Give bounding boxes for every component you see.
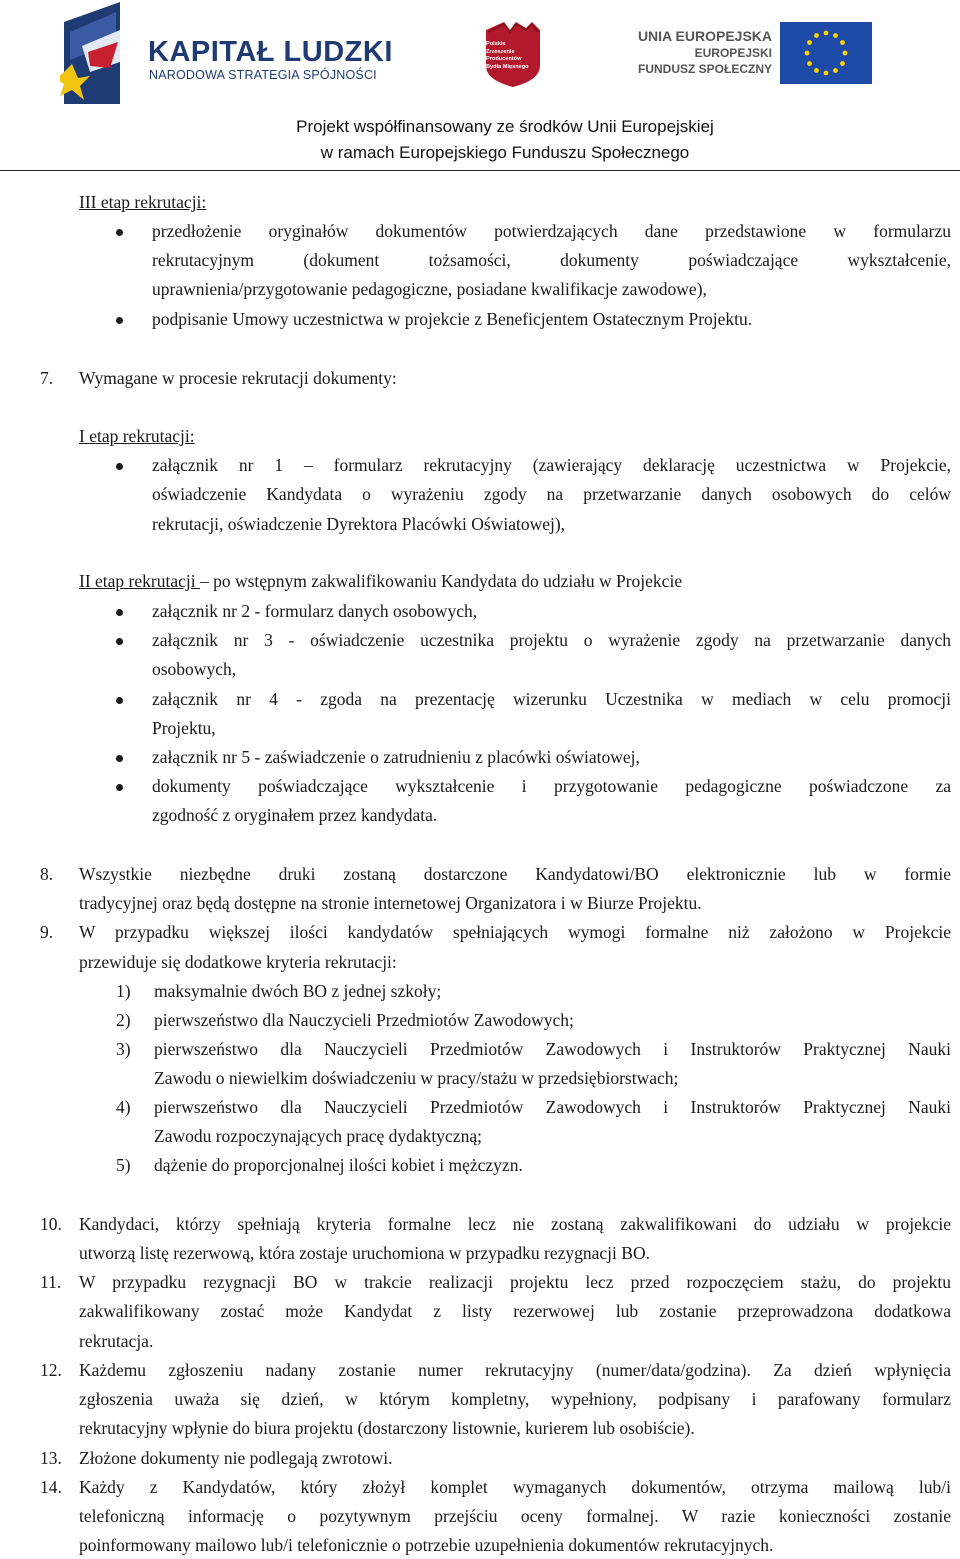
text-line: poinformowany mailowo lub/i telefonicznie o potrzebie uzupełnienia dokumentów rekrutacyjnych. <box>79 1535 774 1555</box>
text-line: załącznik nr 1 – formularz rekrutacyjny (zawierający deklarację uczestnictwa w Projekcie, <box>152 455 951 475</box>
text-line: Każdemu zgłoszeniu nadany zostanie numer rekrutacyjny (numer/data/godzina). Za dzień wpłynięcia <box>79 1360 951 1380</box>
text-line: pierwszeństwo dla Nauczycieli Przedmiotów Zawodowych; <box>154 1010 574 1030</box>
text-line: pierwszeństwo dla Nauczycieli Przedmiotów Zawodowych i Instruktorów Praktycznej Nauki <box>154 1097 951 1117</box>
bullet <box>116 317 123 324</box>
eu-flag-icon <box>780 22 872 84</box>
criteria-number: 1) <box>116 981 131 1001</box>
header-divider <box>0 170 960 171</box>
bullet <box>116 638 123 645</box>
bullet <box>116 697 123 704</box>
list-number: 10. <box>40 1214 62 1234</box>
eu-line: EUROPEJSKI <box>694 46 772 60</box>
text-line: zakwalifikowany zostać może Kandydat z listy rezerwowej lub zostanie przeprowadzona dodatkowa <box>79 1301 951 1321</box>
text-line: rekrutacja. <box>79 1331 154 1351</box>
criteria-number: 3) <box>116 1039 131 1059</box>
page-header <box>0 0 960 172</box>
bullet <box>116 609 123 616</box>
text-line: Zawodu rozpoczynających pracę dydaktyczną; <box>154 1126 482 1146</box>
text-line: Wymagane w procesie rekrutacji dokumenty: <box>79 368 397 388</box>
text-line: rekrutacyjny wpłynie do biura projektu (dostarczony listownie, kurierem lub osobiście). <box>79 1418 695 1438</box>
text-line: W przypadku większej ilości kandydatów spełniających wymogi formalne niż założono w Projekcie <box>79 922 951 942</box>
text-line: podpisanie Umowy uczestnictwa w projekcie z Beneficjentem Ostatecznym Projektu. <box>152 309 753 329</box>
text-line: oświadczenie Kandydata o wyrażeniu zgody na przetwarzanie danych osobowych do celów <box>152 484 951 504</box>
ppzbm-line: Polskie <box>486 41 506 47</box>
list-number: 12. <box>40 1360 62 1380</box>
list-number: 8. <box>40 864 54 884</box>
kapital-ludzki-logo <box>60 2 393 104</box>
list-number: 11. <box>40 1272 62 1292</box>
bullet <box>116 229 123 236</box>
ppzbm-line: Producentów <box>486 56 522 63</box>
text-line: Kandydaci, którzy spełniają kryteria formalne lecz nie zostaną zakwalifikowani do udziału w projekcie <box>79 1214 951 1234</box>
text-line: przewiduje się dodatkowe kryteria rekrutacji: <box>79 952 397 972</box>
text-line: utworzą listę rezerwową, która zostaje uruchomiona w przypadku rezygnacji BO. <box>79 1243 650 1263</box>
kapital-ludzki-subtitle: NARODOWA STRATEGIA SPÓJNOŚCI <box>149 68 377 82</box>
stage1-heading: I etap rekrutacji: <box>79 426 195 446</box>
text-line: rekrutacji, oświadczenie Dyrektora Placówki Oświatowej), <box>152 514 566 534</box>
text-line: tradycyjnej oraz będą dostępne na stronie internetowej Organizatora i w Biurze Projektu. <box>79 893 702 913</box>
text-line: Projektu, <box>152 718 216 738</box>
kapital-ludzki-title: KAPITAŁ LUDZKI <box>148 36 393 68</box>
stage2-heading: II etap rekrutacji <box>79 571 200 591</box>
text-line: W przypadku rezygnacji BO w trakcie realizacji projektu lecz przed rozpoczęciem stażu, do projektu <box>79 1272 951 1292</box>
text-line: pierwszeństwo dla Nauczycieli Przedmiotów Zawodowych i Instruktorów Praktycznej Nauki <box>154 1039 951 1059</box>
list-number: 7. <box>40 368 54 388</box>
list-number: 13. <box>40 1448 62 1468</box>
text-line: rekrutacyjnym (dokument tożsamości, dokumenty poświadczające wykształcenie, <box>152 250 951 270</box>
cofinance-line: w ramach Europejskiego Funduszu Społecznego <box>320 143 690 162</box>
text-line: Każdy z Kandydatów, który złożył komplet wymaganych dokumentów, otrzyma mailową lub/i <box>79 1477 951 1497</box>
text-line: dokumenty poświadczające wykształcenie i przygotowanie pedagogiczne poświadczone za <box>152 776 951 796</box>
text-line: telefoniczną informację o pozytywnym przejściu oceny formalnej. W razie konieczności zostanie <box>79 1506 951 1526</box>
list-number: 14. <box>40 1477 62 1497</box>
text-line: przedłożenie oryginałów dokumentów potwierdzających dane przedstawione w formularzu <box>152 221 951 241</box>
text-line: załącznik nr 2 - formularz danych osobowych, <box>152 601 478 621</box>
text-line: osobowych, <box>152 659 237 679</box>
kapital-ludzki-emblem-icon <box>60 2 124 104</box>
text-line: Wszystkie niezbędne druki zostaną dostarczone Kandydatowi/BO elektronicznie lub w formie <box>79 864 951 884</box>
ppzbm-logo <box>480 20 546 88</box>
bullet <box>116 784 123 791</box>
text-line: załącznik nr 3 - oświadczenie uczestnika projektu o wyrażenie zgody na przetwarzanie danych <box>152 630 951 650</box>
eu-line: FUNDUSZ SPOŁECZNY <box>637 62 772 76</box>
bullet <box>116 755 123 762</box>
text-line: uprawnienia/przygotowanie pedagogiczne, posiadane kwalifikacje zawodowe), <box>152 279 707 299</box>
stage3-heading: III etap rekrutacji: <box>79 192 207 212</box>
text-line: dążenie do proporcjonalnej ilości kobiet i mężczyzn. <box>154 1155 523 1175</box>
criteria-number: 4) <box>116 1097 131 1117</box>
text-line: Zawodu o niewielkim doświadczeniu w pracy/stażu w przedsiębiorstwach; <box>154 1068 679 1088</box>
cofinance-line: Projekt współfinansowany ze środków Unii Europejskiej <box>296 117 714 136</box>
text-line: załącznik nr 4 - zgoda na prezentację wizerunku Uczestnika w mediach w celu promocji <box>152 689 951 709</box>
ppzbm-line: Bydła Mięsnego <box>486 63 529 70</box>
criteria-number: 2) <box>116 1010 131 1030</box>
stage2-subheading: – po wstępnym zakwalifikowaniu Kandydata do udziału w Projekcie <box>199 571 683 591</box>
text-line: zgodność z oryginałem przez kandydata. <box>152 805 438 825</box>
text-line: Złożone dokumenty nie podlegają zwrotowi. <box>79 1448 393 1468</box>
eu-logo <box>637 22 876 86</box>
text-line: załącznik nr 5 - zaświadczenie o zatrudnieniu z placówki oświatowej, <box>152 747 640 767</box>
text-line: zgłoszenia uważa się dzień, w którym kompletny, wypełniony, podpisany i parafowany formularz <box>79 1389 951 1409</box>
bullet <box>116 463 123 470</box>
criteria-number: 5) <box>116 1155 131 1175</box>
list-number: 9. <box>40 922 54 942</box>
text-line: maksymalnie dwóch BO z jednej szkoły; <box>154 981 442 1001</box>
ppzbm-line: Zrzeszenie <box>486 48 515 55</box>
eu-title: UNIA EUROPEJSKA <box>637 28 772 44</box>
stage2-heading-line <box>79 567 682 596</box>
